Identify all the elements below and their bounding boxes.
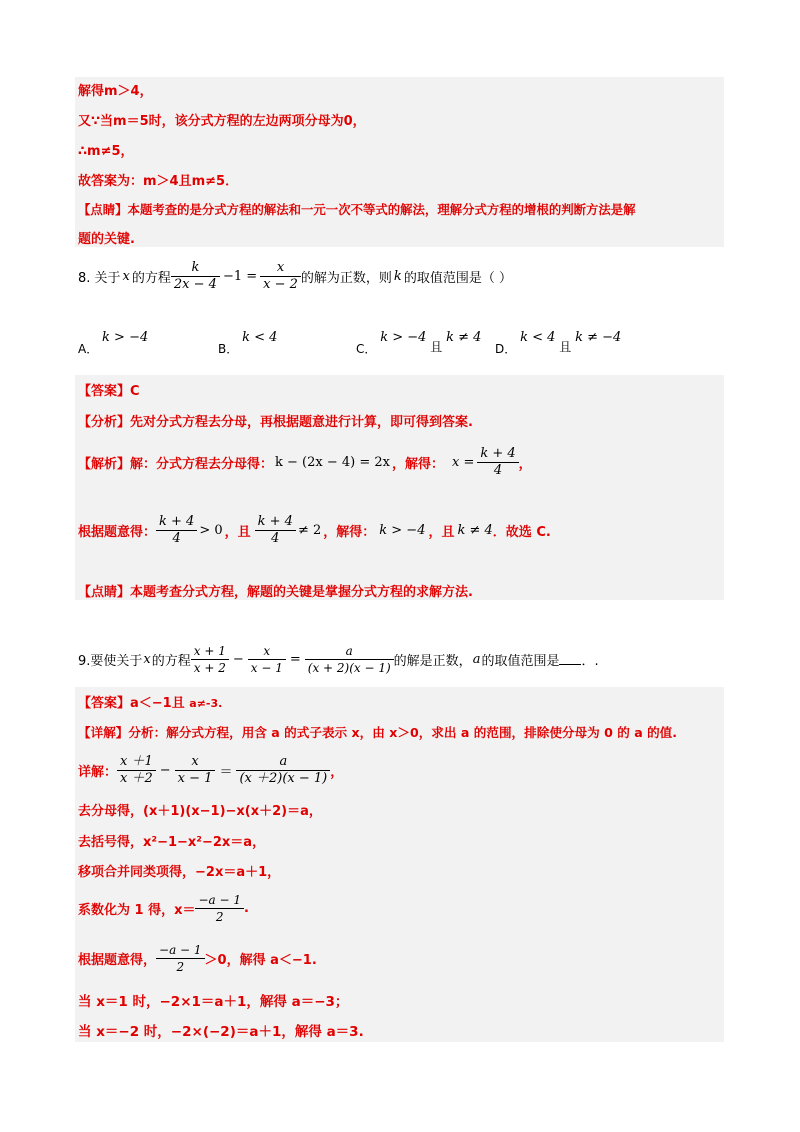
question-9-prefix: 9.要使关于 — [78, 653, 143, 669]
question-8-mid: 的方程 — [131, 270, 171, 286]
option-letter: D． — [495, 342, 517, 356]
denominator: x + 2 — [191, 659, 229, 676]
numerator: −a − 1 — [159, 942, 202, 957]
option-d[interactable] — [495, 328, 622, 356]
step-end: . — [244, 900, 249, 916]
result-expr: k > −4 — [379, 522, 426, 538]
option-expr: k > −4 — [102, 330, 149, 345]
question-9-suffix2: 的取值范围是 — [481, 653, 560, 669]
var-k: k — [393, 268, 402, 284]
result-expr: k ≠ 4 — [457, 522, 493, 538]
analysis-line: 【分析】先对分式方程去分母，再根据题意进行计算，即可得到答案. — [78, 415, 473, 430]
denominator: x ＋2 — [117, 770, 156, 787]
option-expr2: k ≠ 4 — [446, 330, 482, 345]
option-letter: A． — [78, 342, 99, 356]
answer-tail: a≠-3. — [189, 697, 223, 710]
equation: k − (2x − 4) = 2x — [275, 454, 390, 470]
fraction — [117, 754, 156, 787]
solution-prefix: 【解析】解：分式方程去分母得： — [78, 456, 274, 472]
numerator: k — [191, 259, 200, 275]
step-line: 当 x＝1 时，−2×1＝a＋1，解得 a＝−3； — [78, 994, 349, 1010]
step-line: 移项合并同类项得，−2x＝a＋1， — [78, 865, 281, 880]
equals: ＝ — [219, 764, 233, 780]
step-line: 当 x＝−2 时，−2×(−2)＝a＋1，解得 a＝3. — [78, 1024, 364, 1040]
comment-line: 【点睛】本题考查分式方程，解题的关键是掌握分式方程的求解方法. — [78, 585, 473, 600]
fraction — [191, 643, 229, 676]
denominator: 4 — [156, 530, 197, 547]
denominator: 2x − 4 — [171, 276, 220, 293]
option-and: 且 — [430, 340, 443, 354]
numerator: k + 4 — [480, 445, 516, 461]
numerator: −a − 1 — [198, 892, 242, 907]
text-line: ∴m≠5， — [78, 144, 134, 159]
question-9-end: ．. — [581, 653, 599, 669]
fraction — [156, 942, 205, 975]
step-line: 去括号得，x²−1−x²−2x＝a， — [78, 835, 266, 850]
comment-line: 题的关键. — [78, 232, 135, 247]
question-8 — [78, 256, 512, 296]
denominator: 4 — [477, 462, 518, 479]
fraction — [156, 514, 197, 547]
var-a: a — [472, 651, 481, 667]
question-8-suffix2: 的取值范围是（ ） — [403, 270, 512, 286]
numerator: x + 1 — [193, 643, 226, 658]
answer-line — [78, 692, 222, 711]
question-8-prefix: 8. 关于 — [78, 270, 121, 286]
inequality: ≠ 2 — [297, 522, 322, 538]
fraction — [236, 754, 330, 787]
var-x: x = — [452, 454, 475, 470]
denominator: (x ＋2)(x − 1) — [236, 770, 330, 787]
condition-result-and: ，且 — [428, 524, 455, 540]
answer-blank[interactable] — [559, 654, 581, 665]
fraction — [195, 892, 244, 925]
option-expr: k < 4 — [242, 330, 278, 345]
numerator: a — [345, 643, 353, 658]
denominator: 4 — [255, 530, 296, 547]
fraction — [248, 643, 286, 676]
step-line — [78, 938, 317, 978]
minus: − — [159, 762, 171, 778]
denominator: (x + 2)(x − 1) — [305, 659, 394, 676]
option-b[interactable] — [218, 328, 278, 356]
denominator: x − 2 — [260, 276, 301, 293]
detail-line: 【详解】分析：解分式方程，用含 a 的式子表示 x，由 x＞0，求出 a 的范围，排除使分母为 0 的 a 的值. — [78, 725, 678, 740]
condition-prefix: 根据题意得： — [78, 524, 157, 540]
option-c[interactable] — [356, 328, 482, 356]
numerator: a — [279, 753, 288, 769]
condition-line — [78, 508, 551, 552]
solution-mid: ，解得： — [391, 456, 444, 472]
step-line — [78, 888, 249, 928]
answer-line: 【答案】C — [78, 384, 140, 399]
answer-expr: a＜−1且 — [130, 696, 185, 711]
inequality: > 0 — [199, 522, 223, 538]
denominator: x − 1 — [248, 659, 286, 676]
option-expr2: k ≠ −4 — [575, 330, 622, 345]
denominator: 2 — [195, 908, 244, 925]
fraction — [477, 446, 518, 479]
condition-and: ，且 — [224, 524, 251, 540]
step-prefix: 系数化为 1 得，x＝ — [78, 902, 196, 918]
numerator: x ＋1 — [120, 753, 153, 769]
fraction — [255, 514, 296, 547]
numerator: x — [191, 753, 199, 769]
fraction — [260, 260, 301, 293]
option-letter: B． — [218, 342, 239, 356]
solution-end: ， — [330, 764, 344, 780]
option-a[interactable] — [78, 328, 149, 356]
denominator: x − 1 — [175, 770, 216, 787]
numerator: x — [263, 643, 271, 658]
numerator: k + 4 — [159, 513, 195, 529]
option-letter: C． — [356, 342, 377, 356]
answer-prefix: 【答案】 — [78, 696, 131, 711]
text-line: 故答案为：m＞4且m≠5． — [78, 174, 239, 189]
step-line: 去分母得，(x＋1)(x−1)−x(x＋2)＝a， — [78, 804, 322, 819]
option-and: 且 — [559, 340, 572, 354]
minus: − — [232, 651, 244, 667]
fraction — [305, 643, 394, 676]
fraction — [171, 260, 220, 293]
equals: = — [289, 651, 301, 667]
option-expr: k > −4 — [380, 330, 427, 345]
numerator: k + 4 — [257, 513, 293, 529]
text-line: 解得m＞4， — [78, 84, 153, 99]
option-expr: k < 4 — [520, 330, 556, 345]
numerator: x — [276, 259, 285, 275]
denominator: 2 — [156, 958, 205, 975]
comment-line: 【点睛】本题考查的是分式方程的解法和一元一次不等式的解法，理解分式方程的增根的判断方法是解 — [78, 202, 636, 217]
question-9-mid: 的方程 — [151, 653, 191, 669]
solution-prefix: 详解： — [78, 764, 118, 780]
condition-end: ．故选 C. — [492, 524, 551, 540]
var-x: x — [143, 651, 151, 667]
solution-block-8 — [75, 375, 724, 600]
fraction — [175, 754, 216, 787]
solution-line — [78, 440, 532, 484]
solution-end: ， — [518, 456, 532, 472]
solution-line — [78, 748, 343, 792]
condition-result-prefix: ，解得： — [323, 524, 376, 540]
question-9-suffix: 的解是正数， — [393, 653, 472, 669]
question-8-suffix: 的解为正数，则 — [300, 270, 392, 286]
minus-one: −1 = — [222, 268, 258, 284]
question-9 — [78, 638, 599, 680]
var-x: x — [122, 268, 130, 284]
step-prefix: 根据题意得， — [78, 952, 157, 968]
solution-block-7 — [75, 77, 724, 247]
text-line: 又∵当m＝5时，该分式方程的左边两项分母为0， — [78, 114, 366, 129]
step-end: ＞0，解得 a＜−1. — [204, 952, 317, 968]
